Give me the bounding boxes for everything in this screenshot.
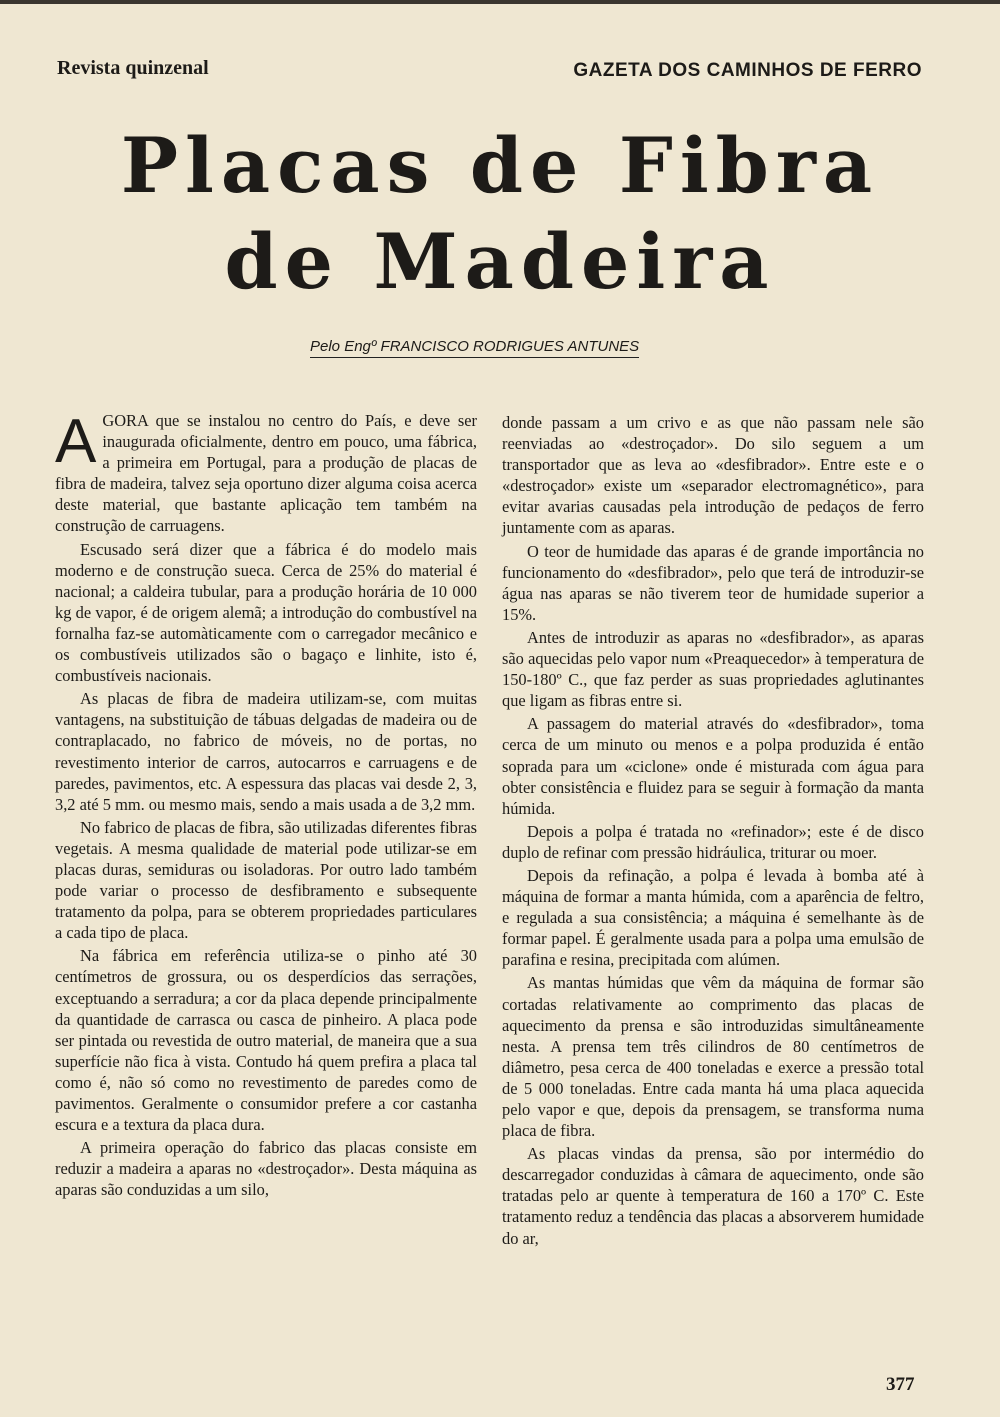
top-border-line xyxy=(0,0,1000,4)
paragraph: Antes de introduzir as aparas no «desfibrador», as aparas são aquecidas pelo vapor num «Preaquecedor» à temperatura de 150-180º C., que faz perder as suas propriedades aglutinantes que ligam as fibras entre si. xyxy=(502,627,924,711)
paragraph: As placas vindas da prensa, são por intermédio do descarregador conduzidas à câmara de aquecimento, onde são tratadas pelo ar quente à temperatura de 160 a 170º C. Este tratamento reduz a tendência das placas a absorverem humidade do ar, xyxy=(502,1144,924,1248)
paragraph: A primeira operação do fabrico das placas consiste em reduzir a madeira a aparas no «destroçador». Desta máquina as aparas são conduzidas a um silo, xyxy=(55,1138,477,1200)
paragraph: As placas de fibra de madeira utilizam-se, com muitas vantagens, na substituição de tábuas delgadas de madeira ou de contraplacado, no fabrico de móveis, no de portas, no revestimento interior de carros, autocarros e carruagens e de paredes, pavimentos, etc. A espessura das placas vai desde 2, 3, 3,2 até 5 mm. ou mesmo mais, sendo a mais usada a de 3,2 mm. xyxy=(55,689,477,814)
paragraph: donde passam a um crivo e as que não passam nele são reenviadas ao «destroçador». Do silo seguem a um transportador que as leva ao «desfibrador». Entre este e o «destroçador» existe um «separador electromagnético», para evitar avarias causadas pela introdução de pedaços de ferro juntamente com as aparas. xyxy=(502,413,924,538)
header-publication-name: GAZETA DOS CAMINHOS DE FERRO xyxy=(573,60,922,81)
paragraph: Depois a polpa é tratada no «refinador»; este é de disco duplo de refinar com pressão hidráulica, triturar ou moer. xyxy=(502,821,924,862)
article-column-left xyxy=(55,407,477,1202)
paragraph: As mantas húmidas que vêm da máquina de formar são cortadas relativamente ao comprimento das placas de aquecimento da prensa e são introduzidas simultâneamente nesta. A prensa tem três cilindros de 80 centímetros de diâmetro, pesa cerca de 400 toneladas e exerce a pressão total de 5 000 toneladas. Entre cada manta há uma placa aquecida pelo vapor e que, depois da prensagem, se transforma numa placa de fibra. xyxy=(502,973,924,1141)
article-title-line-2: de Madeira xyxy=(224,217,776,306)
article-column-right xyxy=(502,412,924,1251)
paragraph xyxy=(55,407,477,537)
header-periodicity: Revista quinzenal xyxy=(57,57,209,79)
article-byline: Pelo Engº FRANCISCO RODRIGUES ANTUNES xyxy=(310,338,639,358)
paragraph: Escusado será dizer que a fábrica é do modelo mais moderno e de construção sueca. Cerca de 25% do material é nacional; a caldeira tubular, para a produção horária de 10 000 kg de vapor, é de origem alemã; a introdução do combustível na fornalha faz-se automàticamente com o carregador mecânico e os combustíveis utilizados são o bagaço e linhite, isto é, combustíveis nacionais. xyxy=(55,539,477,686)
article-title-line-1: Placas de Fibra xyxy=(120,121,880,210)
paragraph: O teor de humidade das aparas é de grande importância no funcionamento do «desfibrador», pelo que terá de introduzir-se água nas aparas se não tiverem teor de humidade superior a 15%. xyxy=(502,541,924,624)
paragraph: Na fábrica em referência utiliza-se o pinho até 30 centímetros de grossura, ou os desperdícios das serrações, exceptuando a serradura; a cor da placa depende principalmente da quantidade de carrasca ou casca de pinheiro. A placa pode ser pintada ou revestida de outro material, de maneira que a sua superfície não fica à vista. Contudo há quem prefira a placa tal como é, não só como no revestimento de paredes como de pavimentos. Geralmente o consumidor prefere a cor castanha escura e a textura da placa dura. xyxy=(55,946,477,1135)
paragraph: No fabrico de placas de fibra, são utilizadas diferentes fibras vegetais. A mesma qualidade de material pode utilizar-se em placas duras, semiduras ou isoladoras. Por outro lado também pode variar o processo de desfibramento e subsequente tratamento da polpa, para se obterem propriedades particulares a cada tipo de placa. xyxy=(55,817,477,943)
paragraph-text: GORA que se instalou no centro do País, e deve ser inaugurada oficialmente, dentro em pouco, uma fábrica, a primeira em Portugal, para a produção de placas de fibra de madeira, talvez seja oportuno dizer alguma coisa acerca deste material, que bastante aplicação tem também na construção de carruagens. xyxy=(55,411,477,536)
drop-cap: A xyxy=(55,407,97,476)
paragraph: A passagem do material através do «desfibrador», toma cerca de um minuto ou menos e a polpa produzida é então soprada para um «ciclone» onde é misturada com água para obter consistência e fluidez para se seguir à formação da manta húmida. xyxy=(502,714,924,818)
page-number: 377 xyxy=(886,1374,915,1395)
paragraph: Depois da refinação, a polpa é levada à bomba até à máquina de formar a manta húmida, com a aparência de feltro, e regulada a sua consistência; a máquina é semelhante às de formar papel. É geralmente usada para a polpa uma emulsão de parafina e resina, precipitada com alúmen. xyxy=(502,865,924,970)
article-title xyxy=(0,118,1000,310)
